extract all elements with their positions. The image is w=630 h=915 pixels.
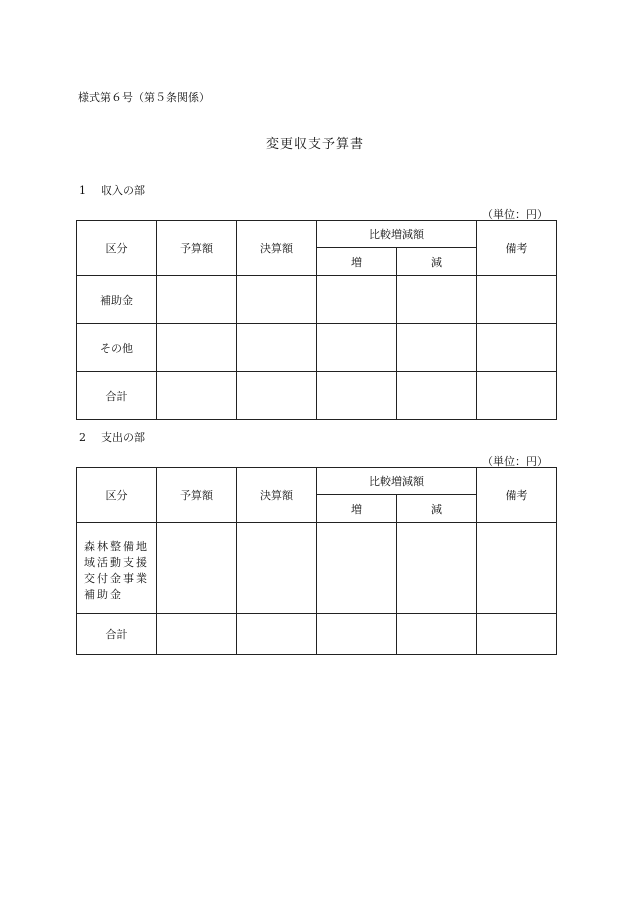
row-label: その他 — [77, 324, 157, 372]
cell-remarks[interactable] — [477, 523, 557, 614]
cell-remarks[interactable] — [477, 614, 557, 655]
expense-section-label: 支出の部 — [101, 431, 145, 444]
table-row — [77, 523, 557, 614]
income-section-heading — [79, 182, 145, 198]
header-category: 区分 — [77, 468, 157, 523]
cell-budget[interactable] — [157, 372, 237, 420]
header-budget: 予算額 — [157, 221, 237, 276]
cell-budget[interactable] — [157, 324, 237, 372]
cell-decrease[interactable] — [397, 614, 477, 655]
expense-item-line: 域活動支援 — [84, 556, 149, 569]
header-comparison: 比較増減額 — [317, 221, 477, 248]
cell-settled[interactable] — [237, 614, 317, 655]
table-row — [77, 372, 557, 420]
header-comparison: 比較増減額 — [317, 468, 477, 495]
table-row — [77, 324, 557, 372]
cell-decrease[interactable] — [397, 324, 477, 372]
cell-remarks[interactable] — [477, 324, 557, 372]
cell-settled[interactable] — [237, 324, 317, 372]
cell-decrease[interactable] — [397, 523, 477, 614]
header-increase: 増 — [317, 495, 397, 523]
header-increase: 増 — [317, 248, 397, 276]
table-row — [77, 614, 557, 655]
expense-table — [76, 467, 557, 655]
form-number: 様式第６号（第５条関係） — [78, 91, 210, 104]
cell-increase[interactable] — [317, 276, 397, 324]
cell-increase[interactable] — [317, 614, 397, 655]
document-title: 変更収支予算書 — [265, 137, 364, 152]
cell-decrease[interactable] — [397, 372, 477, 420]
header-decrease: 減 — [397, 495, 477, 523]
cell-remarks[interactable] — [477, 372, 557, 420]
header-settled: 決算額 — [237, 468, 317, 523]
cell-budget[interactable] — [157, 523, 237, 614]
expense-item-line: 交付金事業 — [84, 572, 149, 585]
income-table — [76, 220, 557, 420]
cell-increase[interactable] — [317, 324, 397, 372]
header-remarks: 備考 — [477, 468, 557, 523]
row-label: 合計 — [77, 372, 157, 420]
cell-increase[interactable] — [317, 523, 397, 614]
header-remarks: 備考 — [477, 221, 557, 276]
cell-remarks[interactable] — [477, 276, 557, 324]
cell-budget[interactable] — [157, 276, 237, 324]
cell-increase[interactable] — [317, 372, 397, 420]
row-label: 合計 — [77, 614, 157, 655]
cell-settled[interactable] — [237, 523, 317, 614]
cell-settled[interactable] — [237, 276, 317, 324]
income-section-number: 1 — [79, 184, 86, 197]
row-label-expense-item — [77, 523, 157, 614]
income-section-label: 収入の部 — [101, 184, 145, 197]
table-row — [77, 276, 557, 324]
header-decrease: 減 — [397, 248, 477, 276]
expense-section-heading — [79, 429, 145, 445]
cell-settled[interactable] — [237, 372, 317, 420]
header-settled: 決算額 — [237, 221, 317, 276]
header-budget: 予算額 — [157, 468, 237, 523]
cell-budget[interactable] — [157, 614, 237, 655]
expense-section-number: 2 — [79, 431, 86, 444]
expense-item-line: 補助金 — [84, 588, 123, 601]
header-category: 区分 — [77, 221, 157, 276]
row-label: 補助金 — [77, 276, 157, 324]
expense-item-line: 森林整備地 — [84, 540, 149, 553]
expense-unit-label: （単位：円） — [482, 455, 548, 468]
cell-decrease[interactable] — [397, 276, 477, 324]
income-unit-label: （単位：円） — [482, 208, 548, 221]
